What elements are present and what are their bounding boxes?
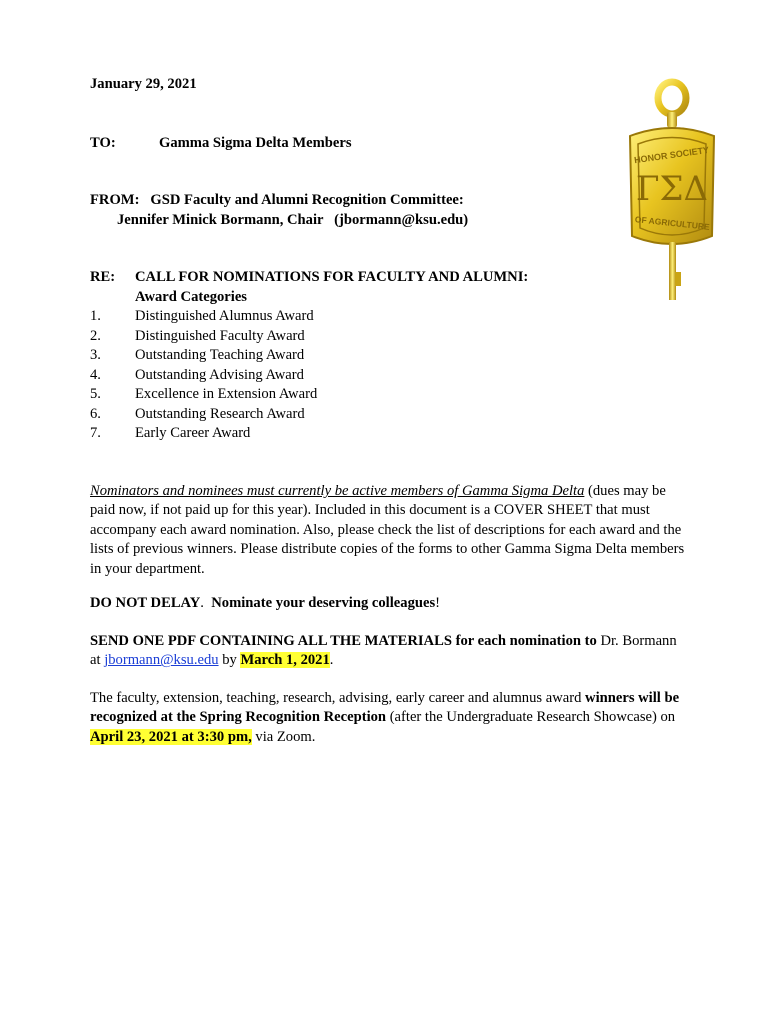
reception-after: (after the Undergraduate Research Showcase) on	[386, 709, 676, 726]
logo-top-text: HONOR SOCIETY	[633, 144, 710, 166]
eligibility-text: (dues may be paid now, if not paid up for this year). Included in this document is a COVER SHEET that must accompany each award nomination. Also, please check the list of descriptions for each award and the lists of previous winners. Please distribute copies of the forms to other Gamma Sigma Delta members in your department.	[90, 483, 685, 577]
to-label: TO:	[90, 135, 116, 151]
from-value: GSD Faculty and Alumni Recognition Committee:	[150, 192, 464, 208]
urgency-end: !	[435, 595, 441, 611]
urgency-paragraph	[90, 594, 690, 613]
honor-society-key-logo	[616, 76, 728, 302]
submission-end: .	[329, 652, 334, 669]
key-neck	[667, 112, 677, 128]
list-item	[90, 366, 317, 386]
deadline-highlight: March 1, 2021	[240, 652, 330, 669]
list-item-label: Outstanding Teaching Award	[135, 347, 305, 363]
event-date-highlight: April 23, 2021 at 3:30 pm,	[90, 728, 252, 745]
award-categories-list	[90, 307, 317, 444]
list-item-label: Distinguished Alumnus Award	[135, 308, 314, 324]
memo-date: January 29, 2021	[90, 76, 197, 92]
from-label: FROM:	[90, 192, 140, 208]
list-item-number: 1.	[90, 308, 101, 324]
list-item	[90, 327, 317, 347]
do-not-delay: DO NOT DELAY	[90, 595, 201, 611]
reception-paragraph	[90, 689, 690, 747]
submission-instruction: SEND ONE PDF CONTAINING ALL THE MATERIALS for each nomination to	[90, 633, 597, 649]
to-value: Gamma Sigma Delta Members	[159, 135, 352, 151]
submission-paragraph	[90, 632, 690, 671]
submission-by: by	[218, 652, 241, 669]
eligibility-paragraph	[90, 482, 690, 579]
categories-title: Award Categories	[135, 289, 247, 305]
reception-text: The faculty, extension, teaching, research, advising, early career and alumnus award	[90, 690, 586, 706]
list-item-label: Outstanding Research Award	[135, 405, 305, 422]
list-item-number: 6.	[90, 405, 101, 422]
email-link[interactable]: jbormann@ksu.edu	[104, 652, 219, 669]
logo-greek-letters: ΓΣΔ	[635, 169, 709, 209]
reception-end: via Zoom.	[251, 728, 316, 745]
list-item-label: Early Career Award	[135, 425, 251, 441]
logo-bottom-text: OF AGRICULTURE	[634, 214, 711, 232]
nominate-colleagues: Nominate your deserving colleagues	[211, 595, 436, 611]
key-bit	[675, 272, 681, 286]
submission-text: Dr. Bormann at	[90, 633, 677, 669]
from-line	[90, 192, 464, 209]
list-item-number: 7.	[90, 425, 101, 441]
list-item-label: Excellence in Extension Award	[135, 386, 318, 402]
list-item-label: Outstanding Advising Award	[135, 366, 304, 383]
re-value: CALL FOR NOMINATIONS FOR FACULTY AND ALUMNI:	[135, 269, 529, 285]
list-item-label: Distinguished Faculty Award	[135, 327, 305, 344]
winners-recognized: winners will be recognized at the Spring Recognition Reception	[90, 690, 680, 726]
list-item-number: 3.	[90, 347, 101, 363]
list-item-number: 4.	[90, 366, 101, 383]
list-item	[90, 424, 317, 444]
from-chair: Jennifer Minick Bormann, Chair (jbormann@ksu.edu)	[117, 212, 469, 228]
list-item	[90, 307, 317, 327]
list-item	[90, 405, 317, 425]
re-label: RE:	[90, 269, 116, 285]
list-item	[90, 346, 317, 366]
key-stem	[669, 242, 676, 300]
list-item-number: 5.	[90, 386, 101, 402]
eligibility-emphasis: Nominators and nominees must currently be active members of Gamma Sigma Delta	[90, 483, 585, 499]
list-item	[90, 385, 317, 405]
key-ring	[658, 82, 686, 114]
list-item-number: 2.	[90, 327, 101, 344]
urgency-separator: .	[200, 595, 212, 611]
